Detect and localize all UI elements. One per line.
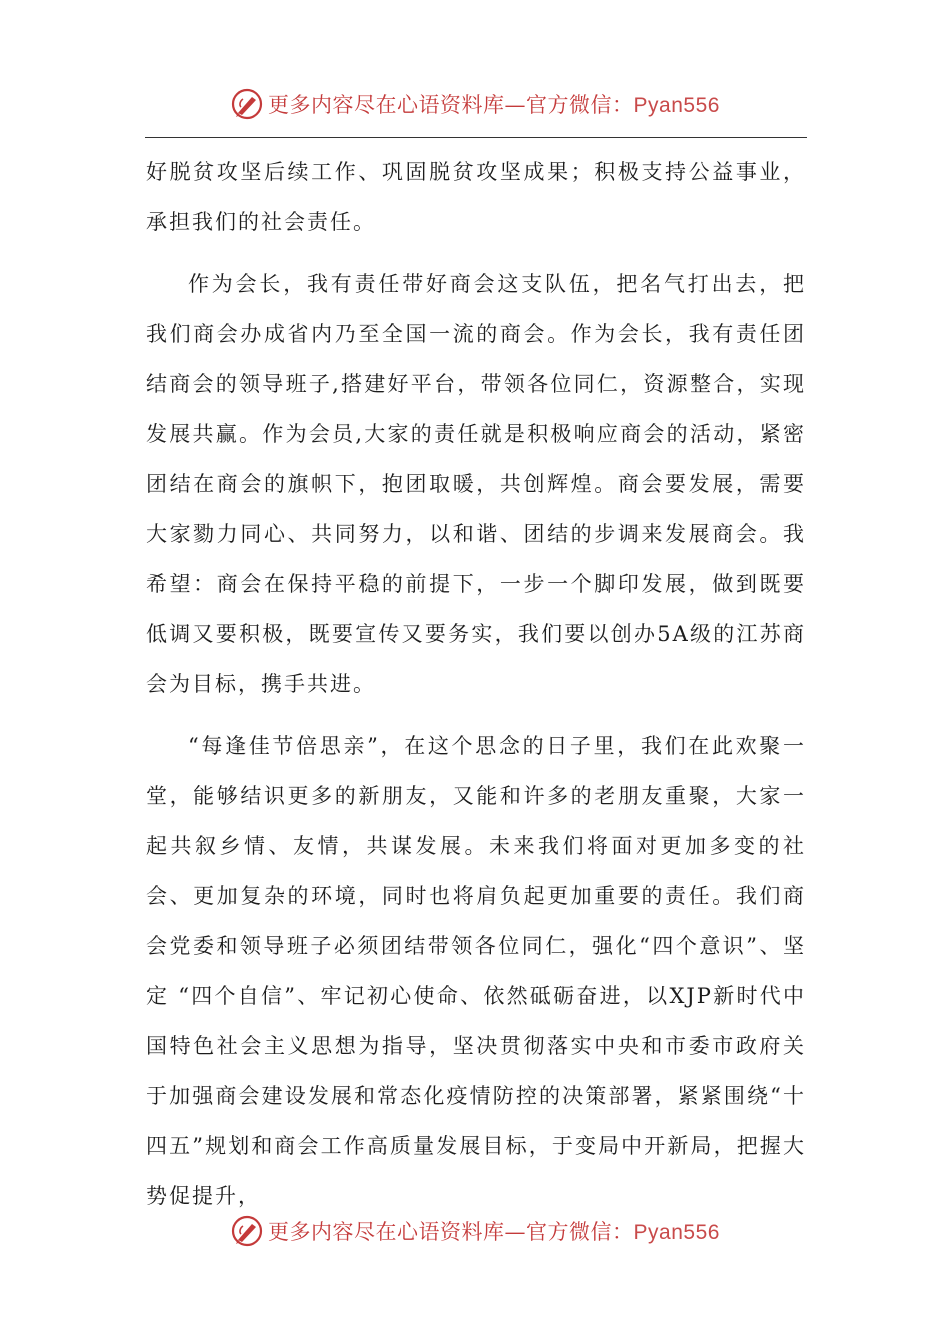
- paragraph-1: 好脱贫攻坚后续工作、巩固脱贫攻坚成果；积极支持公益事业，承担我们的社会责任。: [146, 160, 806, 234]
- header-banner-text: [268, 89, 720, 119]
- header-banner: [0, 84, 950, 124]
- header-banner-contact: 官方微信：: [526, 93, 634, 117]
- pen-logo-icon: [230, 87, 264, 121]
- header-banner-id: Pyan556: [633, 94, 720, 117]
- pen-logo-icon: [230, 1214, 264, 1248]
- header-divider: [145, 137, 807, 138]
- footer-banner: [0, 1211, 950, 1251]
- header-banner-main: 更多内容尽在心语资料库: [268, 93, 505, 117]
- footer-banner-id: Pyan556: [633, 1221, 720, 1244]
- footer-banner-main: 更多内容尽在心语资料库: [268, 1220, 505, 1244]
- footer-banner-contact: 官方微信：: [526, 1220, 634, 1244]
- document-body: [146, 147, 806, 1221]
- footer-banner-dash: —: [504, 1220, 527, 1244]
- paragraph-2: 作为会长，我有责任带好商会这支队伍，把名气打出去，把我们商会办成省内乃至全国一流的商会。作为会长，我有责任团结商会的领导班子,搭建好平台，带领各位同仁，资源整合，实现发展共赢。作为会员,大家的责任就是积极响应商会的活动，紧密团结在商会的旗帜下，抱团取暖，共创辉煌。商会要发展，需要大家勠力同心、共同努力，以和谐、团结的步调来发展商会。我希望：商会在保持平稳的前提下，一步一个脚印发展，做到既要低调又要积极，既要宣传又要务实，我们要以创办5A级的江苏商会为目标，携手共进。: [146, 272, 806, 696]
- paragraph-3: “每逢佳节倍思亲”，在这个思念的日子里，我们在此欢聚一堂，能够结识更多的新朋友，又能和许多的老朋友重聚，大家一起共叙乡情、友情，共谋发展。未来我们将面对更加多变的社会、更加复杂的环境，同时也将肩负起更加重要的责任。我们商会党委和领导班子必须团结带领各位同仁，强化“四个意识”、坚定 “四个自信”、牢记初心使命、依然砥砺奋进，以XJP新时代中国特色社会主义思想为指导，坚决贯彻落实中央和市委市政府关于加强商会建设发展和常态化疫情防控的决策部署，紧紧围绕“十四五”规划和商会工作高质量发展目标，于变局中开新局，把握大势促提升，: [146, 734, 806, 1208]
- footer-banner-text: [268, 1216, 720, 1246]
- header-banner-dash: —: [504, 93, 527, 117]
